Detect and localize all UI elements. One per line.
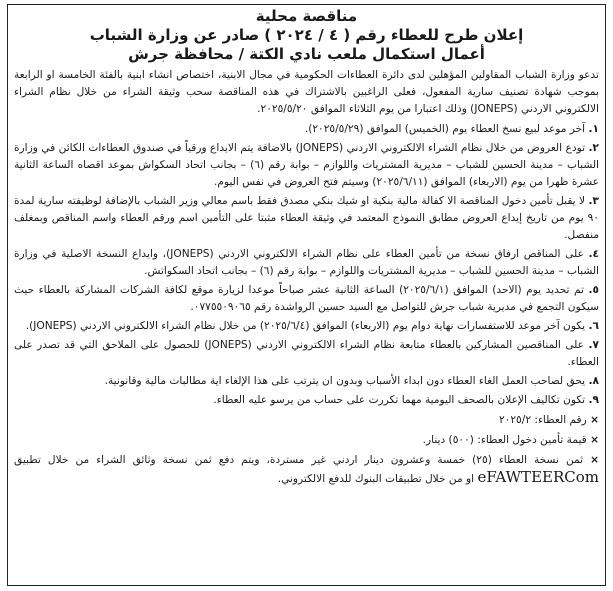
condition-number: ١. — [588, 123, 599, 135]
condition-number: ٦. — [588, 320, 599, 332]
condition-item — [14, 246, 599, 280]
condition-text: تودع العروض من خلال نظام الشراء الالكتروني الاردني (JONEPS) بالاضافة يتم الايداع ورقياً في صندوق العطاءات الكائن في وزارة الشباب – مدينة الحسين للشباب – مديرية المشتريات واللوازم – بوابة رقم (٦) – بجانب اتحاد السكواش بموعد اقصاه الساعة الثانية عشرة ظهرا من يوم (الاربعاء) الموافق (٢٠٢٥/٦/١١) وسيتم فتح العروض في نفس اليوم. — [14, 142, 599, 188]
tender-detail — [14, 452, 599, 488]
project-title: أعمال استكمال ملعب نادي الكتة / محافظة جرش — [128, 45, 485, 63]
condition-text: يحق لصاحب العمل الغاء العطاء دون ابداء الأسباب وبدون ان يترتب على هذا الإلغاء اية مطالبات مالية وقانونية. — [104, 375, 586, 387]
condition-number: ٧. — [588, 339, 599, 351]
tender-detail — [14, 432, 599, 449]
efawateer-brand: eFAWTEERCom — [477, 468, 599, 486]
condition-text: على المناقصين المشاركين بالعطاء متابعة نظام الشراء الالكتروني الاردني (JONEPS) للحصول على الملاحق التي قد تصدر على العطاء. — [14, 339, 599, 368]
payment-note: او من خلال تطبيقات البنوك للدفع الالكتروني. — [277, 473, 475, 485]
announcement-frame — [7, 4, 606, 586]
bullet-mark: × — [590, 434, 599, 446]
bid-bond-value: قيمة تأمين دخول العطاء: (٥٠٠) دينار. — [422, 434, 587, 446]
condition-text: لا يقبل تأمين دخول المناقصة الا كفالة مالية بنكية او شيك بنكي مصدق فقط باسم معالي وزير الشباب بالإضافة لوظيفته سارية لمدة ٩٠ يوم من تاريخ إيداع العروض مطابق النموذج المعتمد في وثيقة العطاء مثبتا على التأمين اسم ورقم العطاء واسم المناقص وبمغلف منفصل. — [14, 195, 599, 241]
condition-text: تكون تكاليف الإعلان بالصحف اليومية مهما تكررت على حساب من يرسو عليه العطاء. — [213, 394, 586, 406]
condition-number: ٤. — [588, 248, 599, 260]
tender-number: رقم العطاء: ٢٠٢٥/٢ — [498, 414, 587, 426]
condition-number: ٣. — [588, 195, 600, 207]
bullet-mark: × — [590, 414, 599, 426]
tender-title: إعلان طرح للعطاء رقم ( ٤ / ٢٠٢٤ ) صادر عن وزارة الشباب — [89, 26, 524, 44]
tender-detail — [14, 412, 599, 429]
condition-item — [14, 193, 599, 244]
condition-number: ٨. — [588, 375, 599, 387]
announcement-type: مناقصة محلية — [255, 7, 358, 25]
condition-number: ٥. — [588, 284, 600, 296]
condition-item — [14, 140, 599, 191]
condition-number: ٩. — [588, 394, 599, 406]
document-price: ثمن نسخة العطاء (٢٥) خمسة وعشرون دينار اردني غير مستردة، ويتم دفع ثمن نسخة وثائق الشراء من خلال تطبيق — [14, 454, 584, 466]
conditions-list — [14, 121, 599, 409]
condition-item — [14, 337, 599, 371]
condition-item — [14, 121, 599, 138]
condition-item — [14, 392, 599, 409]
condition-text: تم تحديد يوم (الاحد) الموافق (٢٠٢٥/٦/١) الساعة الثانية عشر صباحاً موعدا لزيارة موقع لكافة الشركات المشاركة بالعطاء حيث سيكون التجمع في مديرية شباب جرش للتواصل مع السيد حسين الرواشدة رقم ٠٧٧٥٥٠٩٠٦٥. — [14, 284, 599, 313]
condition-text: على المناقص ارفاق نسخة من تأمين العطاء على نظام الشراء الالكتروني الاردني (JONEPS)، وايداع النسخة الاصلية في وزارة الشباب – مدينة الحسين للشباب – مديرية المشتريات واللوازم – بوابة رقم (٦) – بجانب اتحاد السكواتش. — [14, 248, 599, 277]
announcement-header — [14, 7, 599, 64]
condition-item — [14, 373, 599, 390]
tender-details-list — [14, 412, 599, 488]
intro-paragraph: تدعو وزارة الشباب المقاولين المؤهلين لدى دائرة العطاءات الحكومية في مجال الابنية، اختصاص انشاء ابنية بالفئة الخامسة او الرابعة بموجب شهادة تصنيف سارية المفعول، فعلى الراغبين بالاشتراك في هذه المناقصة سحب وثيقة الشراء من خلال نظام الشراء الالكتروني الاردني (JONEPS) وذلك اعتبارا من يوم الثلاثاء الموافق ٢٠٢٥/٥/٢٠. — [14, 69, 599, 115]
condition-text: يكون آخر موعد للاستفسارات نهاية دوام يوم (الاربعاء) الموافق (٢٠٢٥/٦/٤) من خلال نظام الشراء الالكتروني الاردني (JONEPS). — [25, 320, 586, 332]
condition-number: ٢. — [588, 142, 599, 154]
condition-text: آخر موعد لبيع نسخ العطاء يوم (الخميس) الموافق (٢٠٢٥/٥/٢٩). — [304, 123, 586, 135]
condition-item — [14, 318, 599, 335]
condition-item — [14, 282, 599, 316]
bullet-mark: × — [590, 454, 599, 466]
